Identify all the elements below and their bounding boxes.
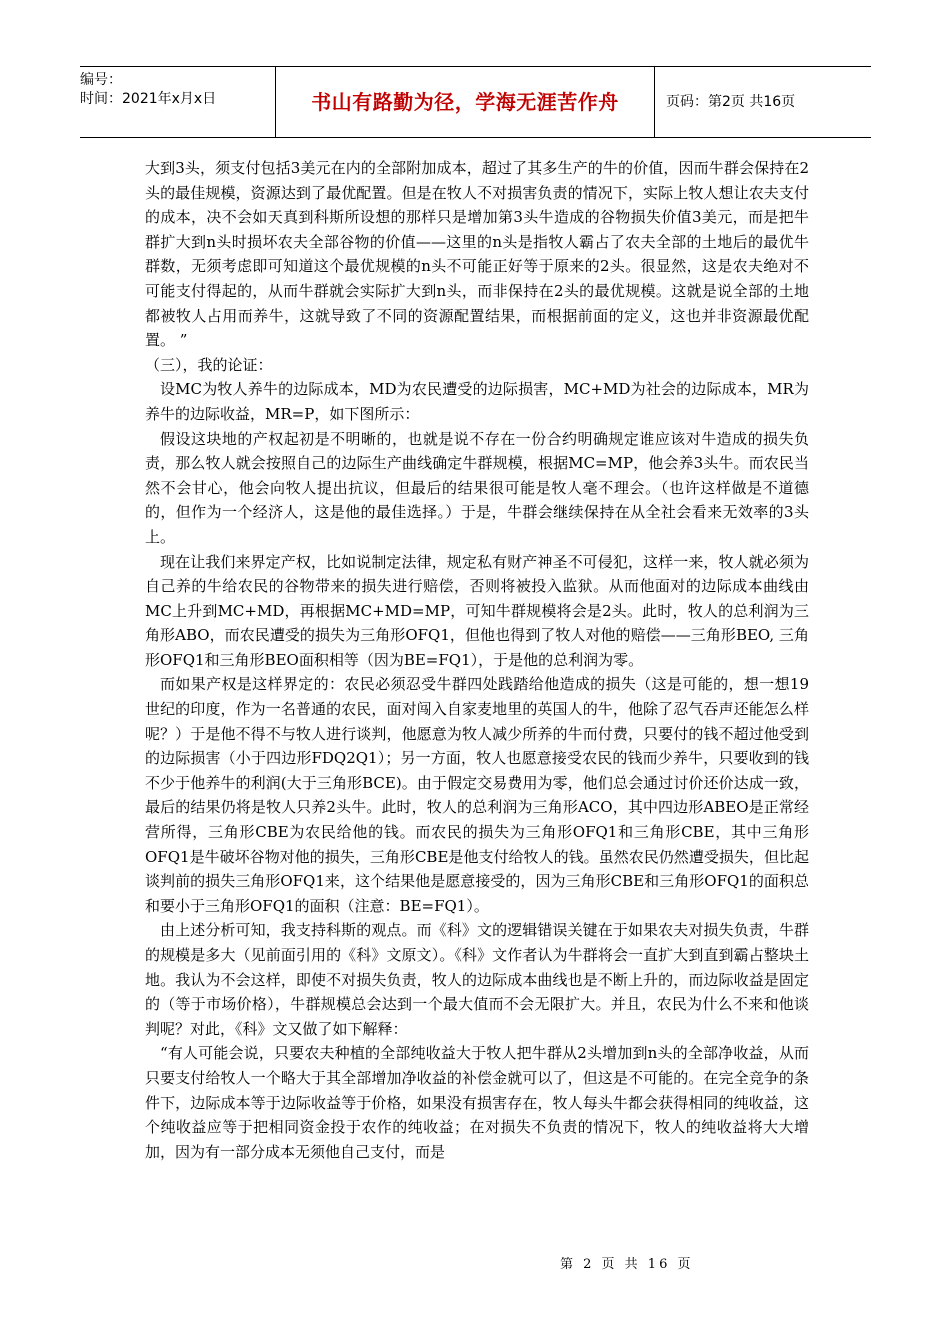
header-divider xyxy=(654,67,655,137)
header-meta xyxy=(80,67,275,137)
document-number-label: 编号： xyxy=(80,72,122,88)
body-paragraph: 大到3头，须支付包括3美元在内的全部附加成本，超过了其多生产的牛的价值，因而牛群会保持在2头的最佳规模，资源达到了最优配置。但是在牧人不对损害负责的情况下，实际上牧人想让农夫支付的成本，决不会如天真到科斯所设想的那样只是增加第3头牛造成的谷物损失价值3美元，而是把牛群扩大到n头时损坏农夫全部谷物的价值——这里的n头是指牧人霸占了农夫全部的土地后的最优牛群数，无须考虑即可知道这个最优规模的n头不可能正好等于原来的2头。很显然，这是农夫绝对不可能支付得起的，从而牛群就会实际扩大到n头，而非保持在2头的最优规模。这就是说全部的土地都被牧人占用而养牛，这就导致了不同的资源配置结果，而根据前面的定义，这也并非资源最优配置。 ” xyxy=(145,159,809,350)
quoted-paragraph: “有人可能会说，只要农夫种植的全部纯收益大于牧人把牛群从2头增加到n头的全部净收益，从而只要支付给牧人一个略大于其全部增加净收益的补偿金就可以了，但这是不可能的。在完全竞争的条件下，边际成本等于边际收益等于价格，如果没有损害存在，牧人每头牛都会获得相同的纯收益，这个纯收益应等于把相同资金投于农作的纯收益；在对损失不负责的情况下，牧人的纯收益将大大增加，因为有一部分成本无须他自己支付，而是 xyxy=(145,1044,809,1161)
page-header xyxy=(80,66,871,138)
body-paragraph: 由上述分析可知，我支持科斯的观点。而《科》文的逻辑错误关键在于如果农夫对损失负责，牛群的规模是多大（见前面引用的《科》文原文）。《科》文作者认为牛群将会一直扩大到直到霸占整块土地。我认为不会这样，即使不对损失负责，牧人的边际成本曲线也是不断上升的，而边际收益是固定的（等于市场价格），牛群规模总会达到一个最大值而不会无限扩大。并且，农民为什么不来和他谈判呢？对此，《科》文又做了如下解释： xyxy=(145,921,809,1038)
body-paragraph: 设MC为牧人养牛的边际成本，MD为农民遭受的边际损害，MC+MD为社会的边际成本，MR为养牛的边际收益，MR=P，如下图所示： xyxy=(145,380,809,423)
document-body xyxy=(145,156,809,1164)
body-paragraph: 假设这块地的产权起初是不明晰的，也就是说不存在一份合约明确规定谁应该对牛造成的损失负责，那么牧人就会按照自己的边际生产曲线确定牛群规模，根据MC=MP，他会养3头牛。而农民当然不会甘心，他会向牧人提出抗议，但最后的结果很可能是牧人毫不理会。（也许这样做是不道德的，但作为一个经济人，这是他的最佳选择。）于是，牛群会继续保持在从全社会看来无效率的3头上。 xyxy=(145,429,809,546)
header-motto: 书山有路勤为径，学海无涯苦作舟 xyxy=(311,90,619,114)
body-paragraph: 现在让我们来界定产权，比如说制定法律，规定私有财产神圣不可侵犯，这样一来，牧人就必须为自己养的牛给农民的谷物带来的损失进行赔偿，否则将被投入监狱。从而他面对的边际成本曲线由MC上升到MC+MD，再根据MC+MD=MP，可知牛群规模将会是2头。此时，牧人的总利润为三角形ABO，而农民遭受的损失为三角形OFQ1，但他也得到了牧人对他的赔偿——三角形BEO, 三角形OFQ1和三角形BEO面积相等（因为BE=FQ1），于是他的总利润为零。 xyxy=(145,552,809,669)
header-page-indicator: 页码：第2页 共16页 xyxy=(666,94,796,110)
section-heading: （三），我的论证： xyxy=(145,355,273,374)
body-paragraph: 而如果产权是这样界定的：农民必须忍受牛群四处践踏给他造成的损失（这是可能的，想一想19世纪的印度，作为一名普通的农民，面对闯入自家麦地里的英国人的牛，他除了忍气吞声还能怎么样呢？）于是他不得不与牧人进行谈判，他愿意为牧人减少所养的牛而付费，只要付的钱不超过他受到的边际损害（小于四边形FDQ2Q1）；另一方面，牧人也愿意接受农民的钱而少养牛，只要收到的钱不少于他养牛的利润(大于三角形BCE)。由于假定交易费用为零，他们总会通过讨价还价达成一致，最后的结果仍将是牧人只养2头牛。此时，牧人的总利润为三角形ACO，其中四边形ABEO是正常经营所得，三角形CBE为农民给他的钱。而农民的损失为三角形OFQ1和三角形CBE，其中三角形OFQ1是牛破坏谷物对他的损失，三角形CBE是他支付给牧人的钱。虽然农民仍然遭受损失，但比起谈判前的损失三角形OFQ1来，这个结果他是愿意接受的，因为三角形CBE和三角形OFQ1的面积总和要小于三角形OFQ1的面积（注意：BE=FQ1）。 xyxy=(145,675,809,915)
document-date-label: 时间：2021年x月x日 xyxy=(80,91,217,107)
page-footer: 第 2 页 共 16 页 xyxy=(560,1257,694,1272)
